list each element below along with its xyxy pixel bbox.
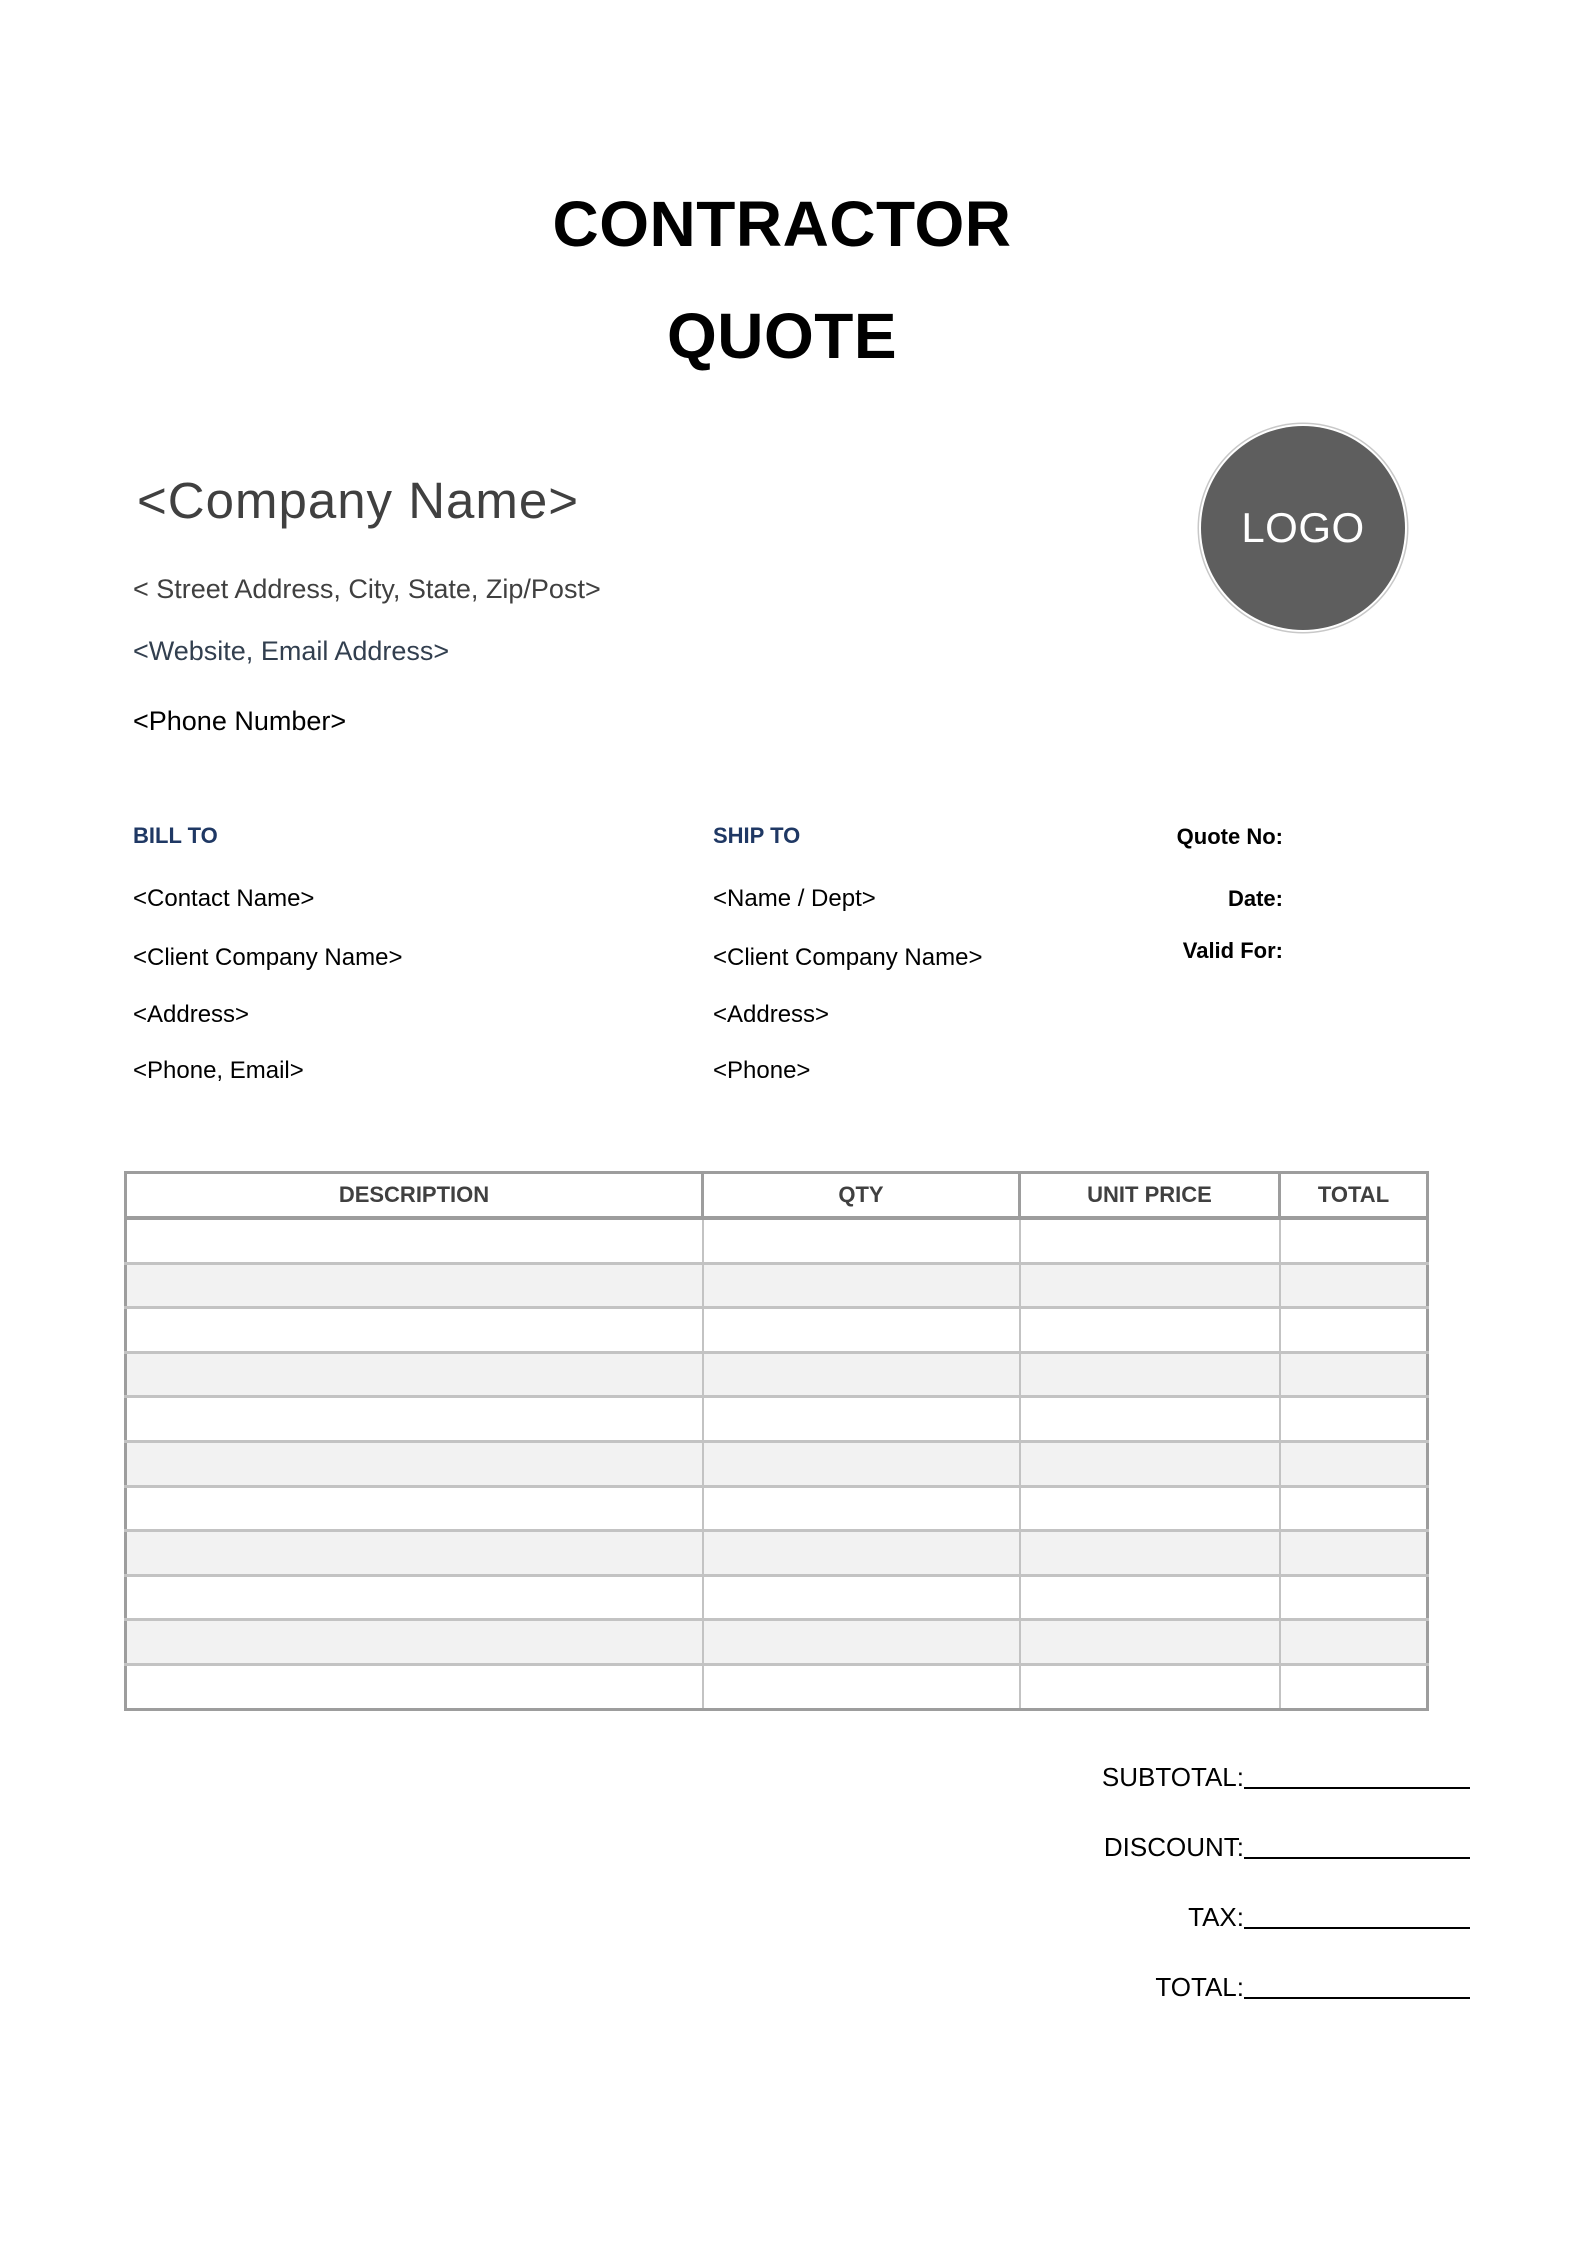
total-label: TOTAL: <box>1155 1972 1244 2002</box>
document-title-line-2: QUOTE <box>666 300 898 372</box>
line-total-cell[interactable] <box>1280 1441 1428 1486</box>
unit-price-cell[interactable] <box>1020 1575 1280 1620</box>
bill-to-contact-name: <Contact Name> <box>133 885 315 912</box>
logo-placeholder-icon <box>1201 426 1405 630</box>
column-header-unit-price: UNIT PRICE <box>1020 1173 1280 1219</box>
qty-cell[interactable] <box>703 1531 1020 1576</box>
date-field[interactable] <box>1300 882 1420 912</box>
line-total-cell[interactable] <box>1280 1218 1428 1263</box>
qty-cell[interactable] <box>703 1352 1020 1397</box>
line-total-cell[interactable] <box>1280 1352 1428 1397</box>
description-cell[interactable] <box>126 1308 703 1353</box>
total-field[interactable] <box>1244 1997 1470 1999</box>
unit-price-cell[interactable] <box>1020 1308 1280 1353</box>
description-cell[interactable] <box>126 1441 703 1486</box>
ship-to-address: <Address> <box>713 1001 830 1028</box>
table-header-row <box>126 1173 1428 1219</box>
column-header-description: DESCRIPTION <box>126 1173 703 1219</box>
unit-price-cell[interactable] <box>1020 1441 1280 1486</box>
ship-to-client-company: <Client Company Name> <box>713 944 983 971</box>
discount-field[interactable] <box>1244 1857 1470 1859</box>
table-row <box>126 1218 1428 1263</box>
unit-price-cell[interactable] <box>1020 1397 1280 1442</box>
description-cell[interactable] <box>126 1664 703 1709</box>
company-website-email: <Website, Email Address> <box>133 636 450 666</box>
unit-price-cell[interactable] <box>1020 1620 1280 1665</box>
subtotal-field[interactable] <box>1244 1787 1470 1789</box>
line-total-cell[interactable] <box>1280 1531 1428 1576</box>
line-total-cell[interactable] <box>1280 1308 1428 1353</box>
description-cell[interactable] <box>126 1263 703 1308</box>
total-row <box>1000 1964 1470 2000</box>
table-row <box>126 1308 1428 1353</box>
ship-to-heading: SHIP TO <box>713 823 801 848</box>
unit-price-cell[interactable] <box>1020 1218 1280 1263</box>
line-items-table <box>124 1171 1429 1711</box>
table-row <box>126 1575 1428 1620</box>
logo-label: LOGO <box>1241 504 1365 551</box>
ship-to-name-dept: <Name / Dept> <box>713 885 876 912</box>
company-street-address: < Street Address, City, State, Zip/Post> <box>133 574 601 604</box>
subtotal-row <box>1000 1754 1470 1790</box>
qty-cell[interactable] <box>703 1308 1020 1353</box>
tax-label: TAX: <box>1188 1902 1244 1932</box>
table-row <box>126 1352 1428 1397</box>
table-row <box>126 1620 1428 1665</box>
valid-for-field[interactable] <box>1300 934 1420 964</box>
line-total-cell[interactable] <box>1280 1664 1428 1709</box>
qty-cell[interactable] <box>703 1441 1020 1486</box>
column-header-qty: QTY <box>703 1173 1020 1219</box>
qty-cell[interactable] <box>703 1397 1020 1442</box>
discount-row <box>1000 1824 1470 1860</box>
column-header-total: TOTAL <box>1280 1173 1428 1219</box>
line-total-cell[interactable] <box>1280 1486 1428 1531</box>
table-row <box>126 1397 1428 1442</box>
tax-row <box>1000 1894 1470 1930</box>
line-total-cell[interactable] <box>1280 1620 1428 1665</box>
qty-cell[interactable] <box>703 1620 1020 1665</box>
description-cell[interactable] <box>126 1575 703 1620</box>
company-name: <Company Name> <box>137 472 580 529</box>
discount-label: DISCOUNT: <box>1103 1832 1244 1862</box>
bill-to-phone-email: <Phone, Email> <box>133 1057 304 1084</box>
unit-price-cell[interactable] <box>1020 1531 1280 1576</box>
document-title-line-1: CONTRACTOR <box>552 188 1012 260</box>
unit-price-cell[interactable] <box>1020 1664 1280 1709</box>
line-total-cell[interactable] <box>1280 1263 1428 1308</box>
qty-cell[interactable] <box>703 1263 1020 1308</box>
description-cell[interactable] <box>126 1620 703 1665</box>
bill-to-heading: BILL TO <box>133 823 218 848</box>
table-row <box>126 1664 1428 1709</box>
qty-cell[interactable] <box>703 1218 1020 1263</box>
table-row <box>126 1263 1428 1308</box>
table-row <box>126 1531 1428 1576</box>
description-cell[interactable] <box>126 1397 703 1442</box>
description-cell[interactable] <box>126 1531 703 1576</box>
quote-number-field[interactable] <box>1300 820 1420 850</box>
unit-price-cell[interactable] <box>1020 1352 1280 1397</box>
description-cell[interactable] <box>126 1486 703 1531</box>
qty-cell[interactable] <box>703 1664 1020 1709</box>
unit-price-cell[interactable] <box>1020 1486 1280 1531</box>
quote-number-label: Quote No: <box>1176 824 1283 849</box>
date-label: Date: <box>1227 886 1283 911</box>
table-row <box>126 1441 1428 1486</box>
unit-price-cell[interactable] <box>1020 1263 1280 1308</box>
ship-to-phone: <Phone> <box>713 1057 811 1084</box>
line-total-cell[interactable] <box>1280 1575 1428 1620</box>
description-cell[interactable] <box>126 1218 703 1263</box>
description-cell[interactable] <box>126 1352 703 1397</box>
company-phone: <Phone Number> <box>133 706 347 736</box>
valid-for-label: Valid For: <box>1182 938 1283 963</box>
table-row <box>126 1486 1428 1531</box>
qty-cell[interactable] <box>703 1486 1020 1531</box>
subtotal-label: SUBTOTAL: <box>1101 1762 1244 1792</box>
bill-to-address: <Address> <box>133 1001 250 1028</box>
bill-to-client-company: <Client Company Name> <box>133 944 403 971</box>
tax-field[interactable] <box>1244 1927 1470 1929</box>
line-total-cell[interactable] <box>1280 1397 1428 1442</box>
qty-cell[interactable] <box>703 1575 1020 1620</box>
